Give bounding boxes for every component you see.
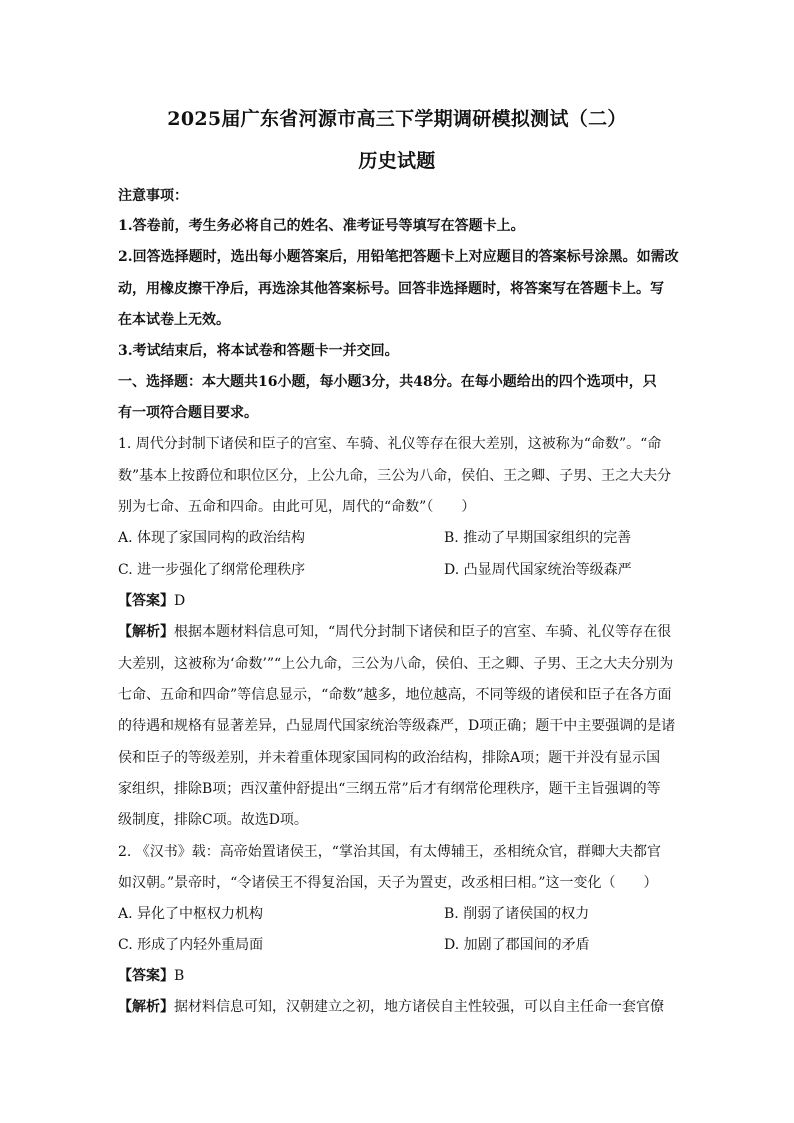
q1-answer: [118, 591, 678, 611]
q1-analysis-text-1: 根据本题材料信息可知，“周代分封制下诸侯和臣子的宫室、车骑、礼仪等存在很: [174, 624, 672, 640]
q2-answer-value: B: [174, 968, 185, 984]
q2-option-d: D. 加剧了郡国间的矛盾: [444, 937, 590, 953]
q2-analysis-text-1: 据材料信息可知，汉朝建立之初，地方诸侯自主性较强，可以自主任命一套官僚: [174, 999, 664, 1015]
q1-analysis-line-6: 家组织，排除B项；西汉董仲舒提出“三纲五常”后才有纲常伦理秩序，题干主旨强调的等: [118, 781, 661, 797]
notice-item-2-line-1: 2.回答选择题时，选出每小题答案后，用铅笔把答题卡上对应题目的答案标号涂黑。如需改: [118, 249, 679, 265]
q2-option-a: A. 异化了中枢权力机构: [118, 906, 264, 922]
q1-option-d: D. 凸显周代国家统治等级森严: [444, 562, 632, 578]
notice-item-3: 3.考试结束后，将本试卷和答题卡一并交回。: [118, 343, 399, 359]
q2-stem-line-1: 2. 《汉书》载：高帝始置诸侯王，“掌治其国，有太傅辅王，丞相统众官，群卿大夫都官: [118, 844, 661, 860]
q2-answer-tag: 【答案】: [118, 968, 174, 984]
exam-title: 2025届广东省河源市高三下学期调研模拟测试（二）: [167, 108, 627, 130]
section-heading-line-2: 有一项符合题目要求。: [118, 405, 258, 421]
q1-stem-line-2: 数”基本上按爵位和职位区分，上公九命，三公为八命，侯伯、王之卿、子男、王之大夫分: [118, 468, 672, 484]
q1-analysis-line-5: 侯和臣子的等级差别，并未着重体现家国同构的政治结构，排除A项；题干并没有显示国: [118, 750, 661, 766]
q1-analysis-line-2: 大差别，这被称为‘命数’”“上公九命，三公为八命，侯伯、王之卿、子男、王之大夫分别为: [118, 656, 674, 672]
q1-stem-line-3: 别为七命、五命和四命。由此可见，周代的“命数”（ ）: [118, 499, 476, 515]
section-heading-line-1: 一、选择题：本大题共16小题，每小题3分，共48分。在每小题给出的四个选项中，只: [118, 374, 657, 390]
q1-analysis-line-3: 七命、五命和四命”等信息显示，“命数”越多，地位越高，不同等级的诸侯和臣子在各方面: [118, 687, 672, 703]
q2-analysis-line-1: [118, 997, 678, 1017]
q2-option-b: B. 削弱了诸侯国的权力: [444, 906, 590, 922]
q2-stem-line-2: 如汉朝。”景帝时，“令诸侯王不得复治国，天子为置吏，改丞相曰相。”这一变化（ ）: [118, 875, 658, 891]
notice-item-1: 1.答卷前，考生务必将自己的姓名、准考证号等填写在答题卡上。: [118, 218, 525, 234]
notice-heading: 注意事项：: [118, 188, 188, 204]
q1-answer-value: D: [174, 593, 186, 609]
q1-analysis-line-1: [118, 622, 678, 642]
q2-analysis-tag: 【解析】: [118, 999, 174, 1015]
q1-option-a: A. 体现了家国同构的政治结构: [118, 530, 306, 546]
q2-option-c: C. 形成了内轻外重局面: [118, 937, 264, 953]
notice-item-2-line-2: 动，用橡皮擦干净后，再选涂其他答案标号。回答非选择题时，将答案写在答题卡上。写: [118, 281, 664, 297]
q1-analysis-line-7: 级制度，排除C项。故选D项。: [118, 812, 308, 828]
q1-option-b: B. 推动了早期国家组织的完善: [444, 530, 632, 546]
q1-answer-tag: 【答案】: [118, 593, 174, 609]
q1-analysis-line-4: 的待遇和规格有显著差异，凸显周代国家统治等级森严，D项正确；题干中主要强调的是诸: [118, 718, 676, 734]
q1-stem-line-1: 1. 周代分封制下诸侯和臣子的宫室、车骑、礼仪等存在很大差别，这被称为“命数”。“命: [118, 436, 662, 452]
q1-analysis-tag: 【解析】: [118, 624, 174, 640]
q2-answer: [118, 966, 678, 986]
exam-subtitle: 历史试题: [358, 150, 436, 172]
notice-item-2-line-3: 在本试卷上无效。: [118, 312, 230, 328]
q1-option-c: C. 进一步强化了纲常伦理秩序: [118, 562, 306, 578]
